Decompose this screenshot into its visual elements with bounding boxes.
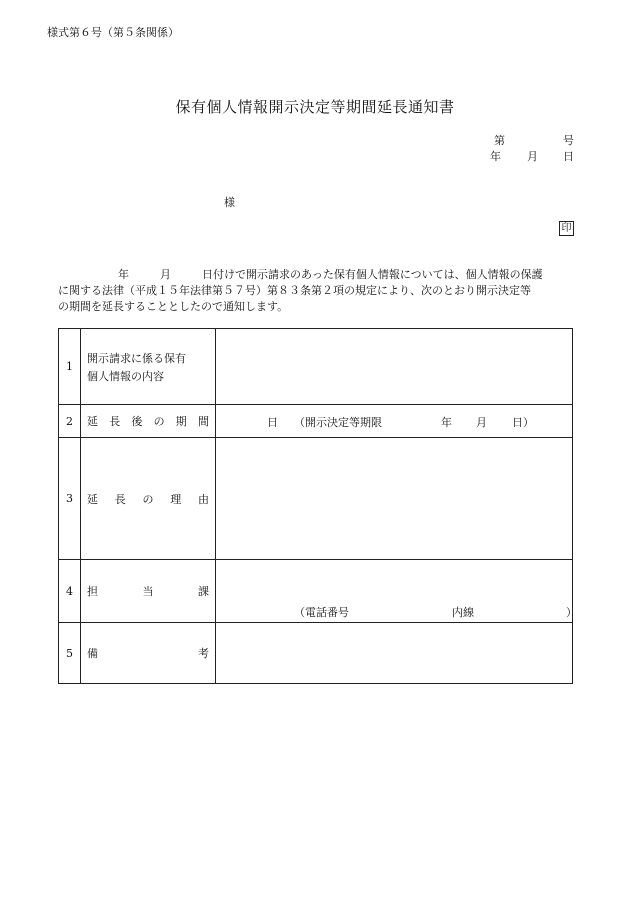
table-row xyxy=(59,438,573,560)
label-char: 延 xyxy=(87,492,98,506)
label-char: 間 xyxy=(197,415,209,428)
deadline-label: （開示決定等期限 xyxy=(294,416,382,429)
extension-reason-field[interactable] xyxy=(216,438,573,560)
body-text-line2: に関する法律（平成１５年法律第５７号）第８３条第２項の規定により、次のとおり開示決定等 xyxy=(58,284,531,297)
date-day: 日 xyxy=(563,150,574,163)
label-char: 考 xyxy=(198,647,209,660)
seal-stamp: 印 xyxy=(559,221,574,236)
label-char: 期 xyxy=(175,415,187,428)
addressee-suffix: 様 xyxy=(224,196,235,209)
body-year: 年 xyxy=(118,268,129,281)
date-year: 年 xyxy=(490,150,501,163)
table-row xyxy=(59,405,573,438)
label-line: 開示請求に係る保有 xyxy=(87,351,186,365)
details-table xyxy=(58,328,577,684)
period-days: 日 xyxy=(267,416,278,429)
body-text-line1: 日付けで開示請求のあった保有個人情報については、個人情報の保護 xyxy=(202,268,543,281)
label-char: 由 xyxy=(198,492,209,506)
row-number: 4 xyxy=(59,560,81,623)
doc-number-prefix: 第 xyxy=(494,134,505,147)
deadline-month: 月 xyxy=(476,416,487,429)
body-month: 月 xyxy=(160,268,171,281)
phone-label: （電話番号 xyxy=(294,606,349,619)
label-char: 課 xyxy=(198,585,209,598)
row-number: 3 xyxy=(59,438,81,560)
form-number: 様式第６号（第５条関係） xyxy=(47,26,179,39)
department-field[interactable] xyxy=(216,560,577,623)
close-paren: ） xyxy=(566,606,577,619)
label-char: 後 xyxy=(131,415,143,428)
label-char: 当 xyxy=(142,585,154,598)
row-number: 1 xyxy=(59,329,81,405)
deadline-year: 年 xyxy=(441,416,452,429)
label-char: 長 xyxy=(109,415,121,428)
table-row xyxy=(59,560,573,623)
row-label xyxy=(81,405,216,438)
row-label xyxy=(81,560,216,623)
deadline-day: 日） xyxy=(512,416,534,429)
label-char: 理 xyxy=(170,492,182,506)
row-label xyxy=(81,623,216,684)
table-row xyxy=(59,623,573,684)
request-content-field[interactable] xyxy=(216,329,573,405)
label-char: 長 xyxy=(114,492,126,506)
row-number: 5 xyxy=(59,623,81,684)
extension-label: 内線 xyxy=(452,606,474,619)
row-number: 2 xyxy=(59,405,81,438)
body-text-line3: の期間を延長することとしたので通知します。 xyxy=(58,300,289,313)
date-month: 月 xyxy=(527,150,538,163)
row-label xyxy=(81,438,216,560)
label-char: 延 xyxy=(87,415,98,428)
label-char: 担 xyxy=(87,585,98,598)
table-row xyxy=(59,329,573,405)
label-char: の xyxy=(142,492,154,506)
row-label xyxy=(81,329,216,405)
label-char: 備 xyxy=(87,647,98,660)
label-char: の xyxy=(153,415,165,428)
extended-period-field[interactable] xyxy=(216,405,573,438)
label-line: 個人情報の内容 xyxy=(87,369,164,383)
doc-number-suffix: 号 xyxy=(563,134,574,147)
remarks-field[interactable] xyxy=(216,623,573,684)
document-title: 保有個人情報開示決定等期間延長通知書 xyxy=(175,98,455,116)
